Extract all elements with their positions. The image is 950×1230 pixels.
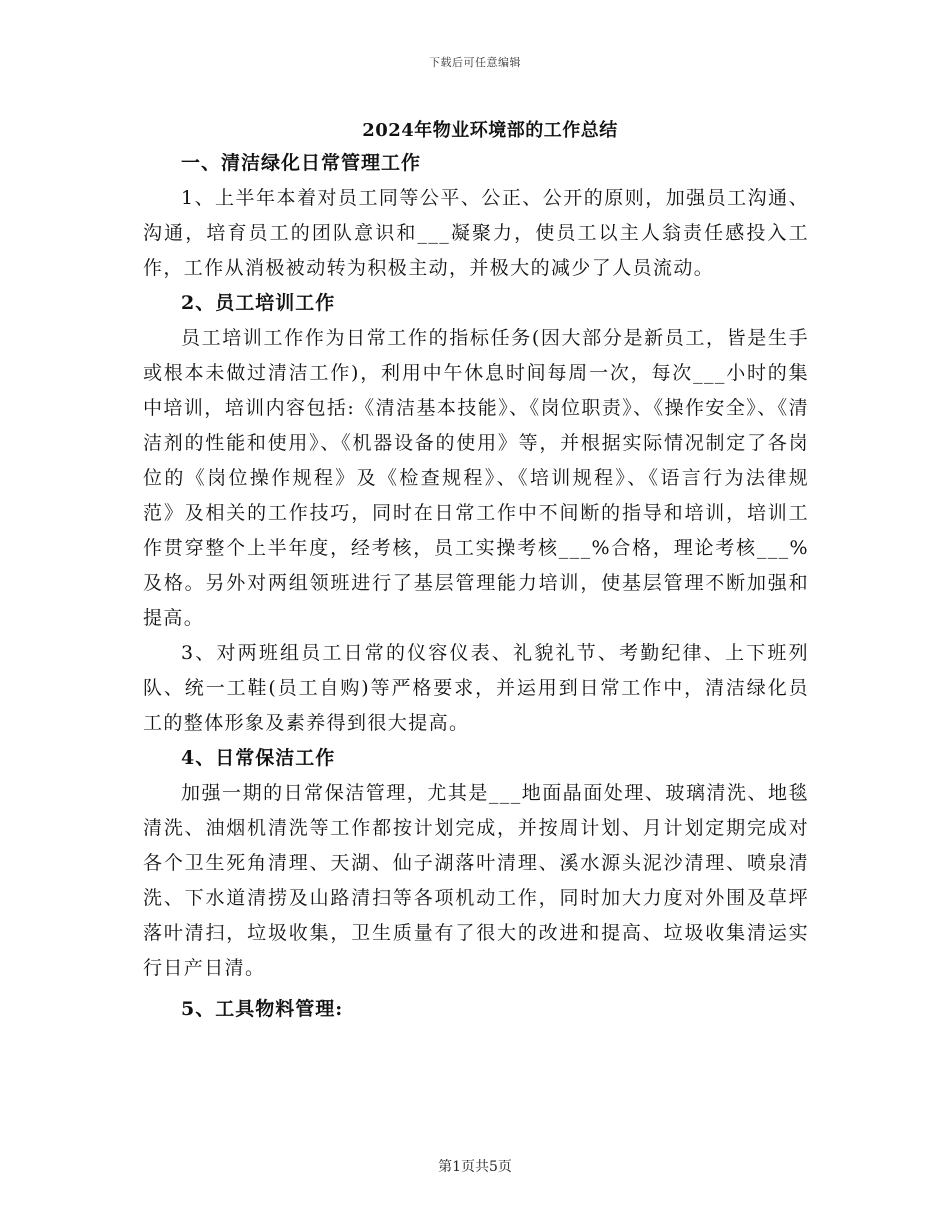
paragraph-daily-cleaning: 加强一期的日常保洁管理，尤其是___地面晶面处理、玻璃清洗、地毯清洗、油烟机清洗等工作都按计划完成，并按周计划、月计划定期完成对各个卫生死角清理、天湖、仙子湖落叶清理、溪水源头泥沙清理、喷泉清洗、下水道清捞及山路清扫等各项机动工作，同时加大力度对外围及草坪落叶清扫，垃圾收集，卫生质量有了很大的改进和提高、垃圾收集清运实行日产日清。 (143, 782, 809, 979)
header-note: 下载后可任意编辑 (429, 56, 521, 69)
section-heading-2: 2、员工培训工作 (181, 292, 336, 314)
paragraph-staff-communication: 1、上半年本着对员工同等公平、公正、公开的原则，加强员工沟通、沟通，培育员工的团队意识和___凝聚力，使员工以主人翁责任感投入工作，工作从消极被动转为积极主动，并极大的减少了人员流动。 (143, 187, 809, 279)
document-title: 2024年物业环境部的工作总结 (362, 120, 618, 141)
document-body (143, 146, 809, 1027)
section-heading-4: 4、日常保洁工作 (181, 747, 336, 769)
section-heading-5: 5、工具物料管理: (181, 998, 344, 1020)
page-number: 第1页共5页 (438, 1159, 512, 1175)
paragraph-appearance-discipline: 3、对两班组员工日常的仪容仪表、礼貌礼节、考勤纪律、上下班列队、统一工鞋(员工自购)等严格要求，并运用到日常工作中，清洁绿化员工的整体形象及素养得到很大提高。 (143, 642, 809, 734)
section-heading-1: 一、清洁绿化日常管理工作 (181, 152, 422, 174)
paragraph-staff-training: 员工培训工作作为日常工作的指标任务(因大部分是新员工，皆是生手或根本未做过清洁工作)，利用中午休息时间每周一次，每次___小时的集中培训，培训内容包括:《清洁基本技能》、《岗位职责》、《操作安全》、《清洁剂的性能和使用》、《机器设备的使用》等，并根据实际情况制定了各岗位的《岗位操作规程》及《检查规程》、《培训规程》、《语言行为法律规范》及相关的工作技巧，同时在日常工作中不间断的指导和培训，培训工作贯穿整个上半年度，经考核，员工实操考核___%合格，理论考核___%及格。另外对两组领班进行了基层管理能力培训，使基层管理不断加强和提高。 (143, 327, 809, 629)
